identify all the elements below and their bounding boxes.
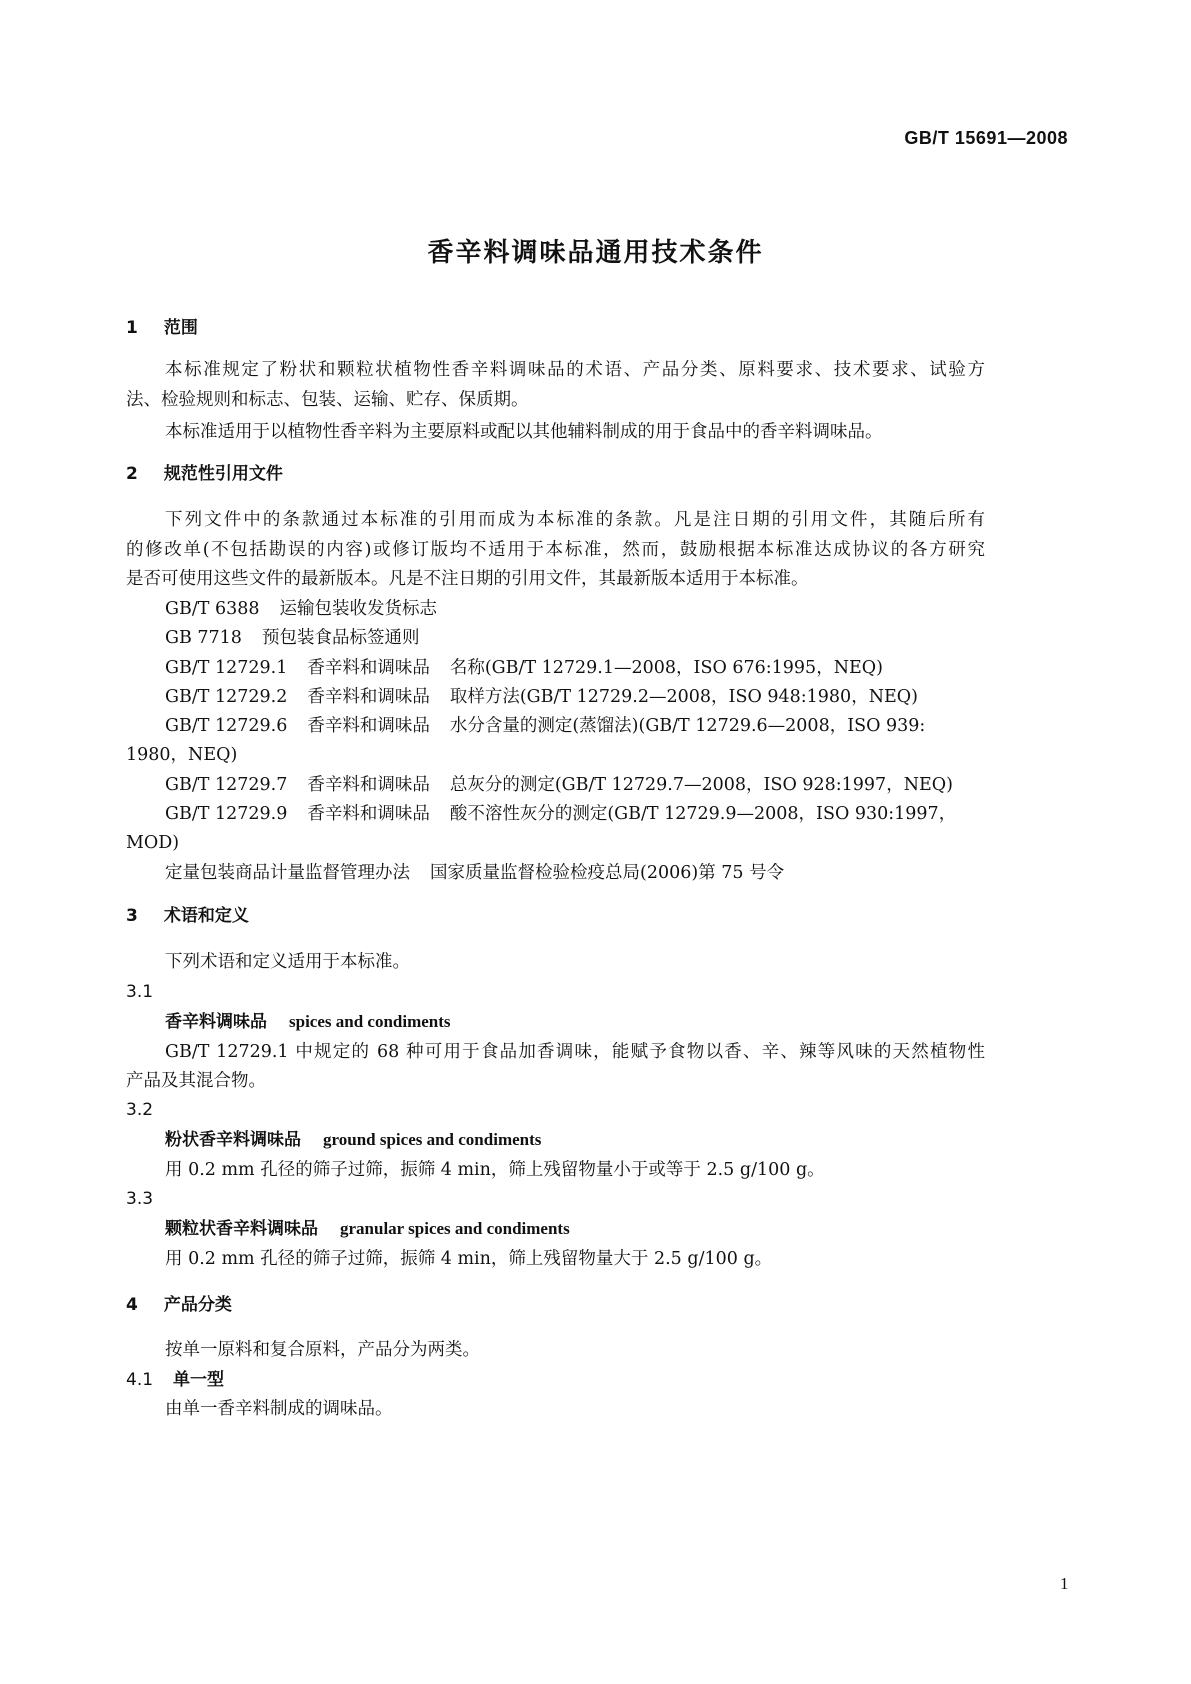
reference-continuation: MOD)	[126, 833, 180, 853]
reference-series: 香辛料和调味品	[307, 687, 430, 707]
term-definition: 用 0.2 mm 孔径的筛子过筛，振筛 4 min，筛上残留物量大于 2.5 g/100 g。	[165, 1249, 773, 1269]
reference-code: GB/T 6388	[165, 599, 260, 619]
reference-code: GB/T 12729.9	[165, 804, 288, 824]
subsection-number: 4.1	[126, 1370, 154, 1390]
term-number: 3.1	[126, 982, 154, 1002]
section-title: 术语和定义	[163, 906, 249, 926]
section-title: 产品分类	[163, 1295, 232, 1315]
reference-series: 香辛料和调味品	[307, 804, 430, 824]
paragraph-line: 本标准规定了粉状和颗粒状植物性香辛料调味品的术语、产品分类、原料要求、技术要求、试验方	[165, 360, 985, 380]
page-number: 1	[1060, 1574, 1069, 1593]
section-3-heading	[126, 904, 249, 928]
paragraph-line: 下列术语和定义适用于本标准。	[165, 952, 410, 972]
term-heading	[165, 1128, 541, 1152]
term-en: ground spices and condiments	[323, 1130, 542, 1149]
paragraph-line: 由单一香辛料制成的调味品。	[165, 1399, 393, 1419]
paragraph-line: 按单一原料和复合原料，产品分为两类。	[165, 1340, 480, 1360]
section-4-heading	[126, 1293, 232, 1317]
reference-series: 香辛料和调味品	[307, 658, 430, 678]
subsection-title: 单一型	[173, 1370, 225, 1390]
reference-series: 香辛料和调味品	[307, 716, 430, 736]
reference-title: 水分含量的测定(蒸馏法)(GB/T 12729.6—2008，ISO 939:	[449, 716, 926, 736]
reference-continuation: 1980，NEQ)	[126, 745, 238, 765]
paragraph-line: 本标准适用于以植物性香辛料为主要原料或配以其他辅料制成的用于食品中的香辛料调味品。	[165, 422, 883, 442]
reference-title: 总灰分的测定(GB/T 12729.7—2008，ISO 928:1997，NEQ)	[449, 775, 953, 795]
paragraph-line: 的修改单(不包括勘误的内容)或修订版均不适用于本标准，然而，鼓励根据本标准达成协议的各方研究	[126, 540, 985, 560]
term-definition: GB/T 12729.1 中规定的 68 种可用于食品加香调味，能赋予食物以香、辛、辣等风味的天然植物性	[165, 1042, 985, 1062]
section-title: 范围	[163, 318, 198, 338]
term-definition: 产品及其混合物。	[126, 1071, 266, 1091]
reference-title: 国家质量监督检验检疫总局(2006)第 75 号令	[430, 863, 785, 883]
reference-code: GB/T 12729.2	[165, 687, 288, 707]
document-title: 香辛料调味品通用技术条件	[427, 238, 764, 268]
section-number: 4	[126, 1295, 138, 1315]
reference-item	[165, 626, 419, 650]
reference-title: 取样方法(GB/T 12729.2—2008，ISO 948:1980，NEQ)	[449, 687, 918, 707]
section-number: 2	[126, 464, 138, 484]
section-title: 规范性引用文件	[163, 464, 283, 484]
term-heading	[165, 1217, 570, 1241]
reference-item	[165, 685, 918, 709]
reference-item	[165, 861, 784, 885]
reference-code: 定量包装商品计量监督管理办法	[165, 863, 410, 883]
term-zh: 颗粒状香辛料调味品	[165, 1219, 318, 1239]
section-1-heading	[126, 316, 198, 340]
reference-item	[165, 597, 437, 621]
term-heading	[165, 1010, 451, 1034]
section-number: 3	[126, 906, 138, 926]
term-en: spices and condiments	[289, 1012, 451, 1031]
reference-code: GB/T 12729.1	[165, 658, 288, 678]
term-zh: 粉状香辛料调味品	[165, 1130, 301, 1150]
paragraph-line: 是否可使用这些文件的最新版本。凡是不注日期的引用文件，其最新版本适用于本标准。	[126, 569, 809, 589]
reference-item	[165, 714, 925, 738]
term-zh: 香辛料调味品	[165, 1012, 267, 1032]
reference-code: GB/T 12729.6	[165, 716, 288, 736]
term-definition: 用 0.2 mm 孔径的筛子过筛，振筛 4 min，筛上残留物量小于或等于 2.5 g/100 g。	[165, 1160, 825, 1180]
reference-title: 预包装食品标签通则	[261, 628, 420, 648]
reference-item	[165, 656, 883, 680]
reference-series: 香辛料和调味品	[307, 775, 430, 795]
term-number: 3.3	[126, 1189, 154, 1209]
term-en: granular spices and condiments	[340, 1219, 570, 1238]
reference-item	[165, 773, 953, 797]
reference-item	[165, 802, 956, 826]
reference-title: 运输包装收发货标志	[279, 599, 438, 619]
paragraph-line: 下列文件中的条款通过本标准的引用而成为本标准的条款。凡是注日期的引用文件，其随后所有	[165, 510, 985, 530]
reference-code: GB 7718	[165, 628, 242, 648]
section-2-heading	[126, 462, 283, 486]
standard-number: GB/T 15691—2008	[904, 128, 1068, 148]
reference-title: 酸不溶性灰分的测定(GB/T 12729.9—2008，ISO 930:1997，	[449, 804, 957, 824]
reference-title: 名称(GB/T 12729.1—2008，ISO 676:1995，NEQ)	[449, 658, 883, 678]
subsection-heading	[126, 1368, 224, 1392]
section-number: 1	[126, 318, 138, 338]
reference-code: GB/T 12729.7	[165, 775, 288, 795]
paragraph-line: 法、检验规则和标志、包装、运输、贮存、保质期。	[126, 390, 529, 410]
term-number: 3.2	[126, 1100, 154, 1120]
